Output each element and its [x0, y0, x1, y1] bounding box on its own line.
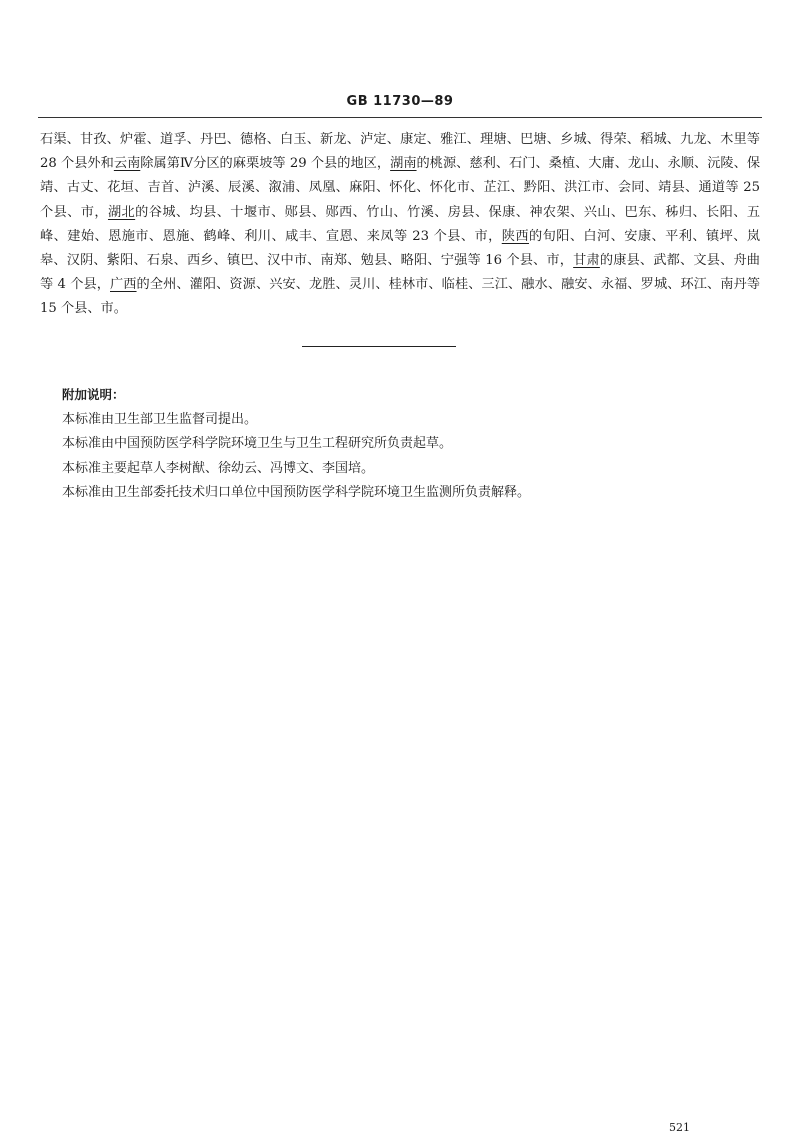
page-header-standard-code: GB 11730—89: [346, 94, 454, 109]
notes-line: 本标准由中国预防医学科学院环境卫生与卫生工程研究所负责起草。: [62, 436, 453, 451]
province-yunnan: 云南: [113, 156, 141, 172]
province-hunan: 湖南: [390, 156, 417, 172]
body-text-segment: 的旬阳、白河、安康、平利、镇坪、岚皋、汉阴、紫阳、石泉、西乡、镇巴、汉中市、南郑、勉县、略阳、宁强等 16 个县、市，: [40, 228, 761, 269]
body-text-segment: 的全州、灌阳、资源、兴安、龙胜、灵川、桂林市、临桂、三江、融水、融安、永福、罗城、环江、南丹等 15 个县、市。: [40, 277, 761, 317]
province-guangxi: 广西: [110, 277, 137, 293]
section-divider: [302, 346, 456, 347]
province-gansu: 甘肃: [573, 253, 600, 269]
page-number: 521: [669, 1121, 690, 1134]
notes-line: 本标准由卫生部卫生监督司提出。: [62, 411, 258, 427]
notes-line: 本标准主要起草人李树猷、徐幼云、冯博文、李国培。: [62, 460, 375, 476]
body-paragraph: [40, 128, 760, 322]
header-rule: [38, 117, 762, 118]
notes-title: 附加说明：: [62, 387, 125, 402]
province-shaanxi: 陕西: [501, 228, 529, 244]
body-text-segment: 的桃源、慈利、石门、桑植、大庸、龙山、永顺、沅陵、保靖、古丈、花垣、吉首、泸溪、辰溪、溆浦、凤凰、麻阳、怀化、怀化市、芷江、黔阳、洪江市、会同、靖县、通道等 25 个县、市，: [40, 156, 761, 220]
body-text-segment: 的康县、武都、文县、舟曲等 4 个县，: [40, 253, 760, 293]
province-hubei: 湖北: [107, 204, 136, 220]
body-text-segment: 的谷城、均县、十堰市、郧县、郧西、竹山、竹溪、房县、保康、神农架、兴山、巴东、秭归、长阳、五峰、建始、恩施市、恩施、鹤峰、利川、咸丰、宣恩、来凤等 23 个县、市，: [40, 204, 761, 244]
notes-line: 本标准由卫生部委托技术归口单位中国预防医学科学院环境卫生监测所负责解释。: [62, 485, 531, 500]
body-text-segment: 石渠、甘孜、炉霍、道孚、丹巴、德格、白玉、新龙、泸定、康定、雅江、理塘、巴塘、乡城、得荣、稻城、九龙、木里等 28 个县外和: [40, 132, 760, 172]
additional-notes: [62, 383, 762, 506]
body-text-segment: 除属第Ⅳ分区的麻栗坡等 29 个县的地区，: [140, 156, 391, 172]
